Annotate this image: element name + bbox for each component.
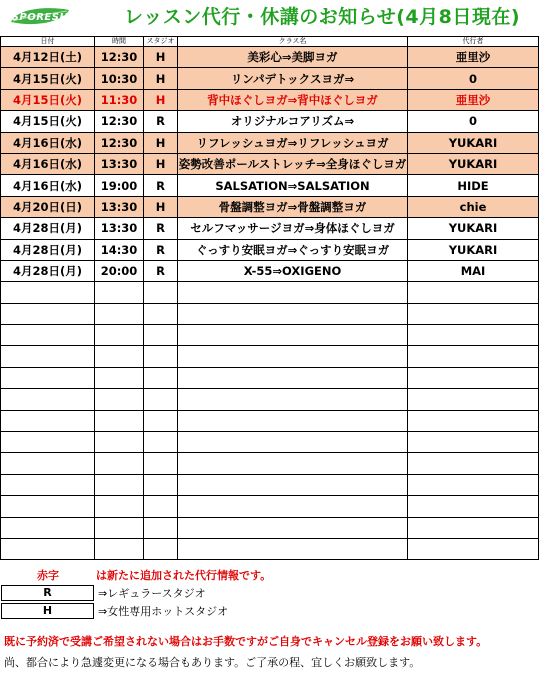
empty-cell — [144, 517, 178, 538]
empty-cell — [178, 432, 408, 453]
cell-class: リンパデトックスヨガ⇒ — [178, 68, 408, 89]
column-header-time: 時間 — [95, 37, 144, 47]
page-header — [0, 0, 539, 36]
cell-studio: H — [144, 47, 178, 68]
cell-class: SALSATION⇒SALSATION — [178, 175, 408, 196]
empty-cell — [178, 389, 408, 410]
notice-change: 尚、都合により急遽変更になる場合もあります。ご了承の程、宜しくお願致します。 — [4, 656, 421, 669]
cell-time: 12:30 — [95, 47, 144, 68]
empty-cell — [144, 346, 178, 367]
table-row — [1, 153, 539, 174]
lesson-table — [0, 36, 539, 560]
empty-cell — [1, 389, 95, 410]
cell-studio: H — [144, 196, 178, 217]
cell-studio: R — [144, 218, 178, 239]
cell-time: 10:30 — [95, 68, 144, 89]
cell-date: 4月12日(土) — [1, 47, 95, 68]
empty-table-row — [1, 303, 539, 324]
empty-cell — [144, 389, 178, 410]
cell-time: 13:30 — [95, 153, 144, 174]
cell-time: 20:00 — [95, 260, 144, 281]
cell-time: 19:00 — [95, 175, 144, 196]
cell-class: セルフマッサージヨガ⇒身体ほぐしヨガ — [178, 218, 408, 239]
empty-cell — [178, 325, 408, 346]
cell-instructor: chie — [408, 196, 539, 217]
empty-cell — [1, 496, 95, 517]
empty-table-row — [1, 367, 539, 388]
empty-cell — [408, 325, 539, 346]
legend-r-text: ⇒レギュラースタジオ — [98, 587, 206, 600]
cell-studio: R — [144, 111, 178, 132]
cell-date: 4月28日(月) — [1, 260, 95, 281]
empty-cell — [95, 346, 144, 367]
cell-instructor: MAI — [408, 260, 539, 281]
column-header-studio: スタジオ — [144, 37, 178, 47]
table-row — [1, 218, 539, 239]
cell-instructor: YUKARI — [408, 239, 539, 260]
cell-date: 4月28日(月) — [1, 239, 95, 260]
table-row — [1, 47, 539, 68]
empty-cell — [144, 303, 178, 324]
empty-cell — [408, 282, 539, 303]
empty-cell — [95, 496, 144, 517]
empty-cell — [178, 410, 408, 431]
logo-text: SPORESH — [11, 11, 69, 23]
empty-cell — [178, 282, 408, 303]
table-row — [1, 111, 539, 132]
empty-cell — [1, 367, 95, 388]
empty-cell — [178, 496, 408, 517]
empty-cell — [408, 517, 539, 538]
legend-red-key: 赤字 — [37, 569, 59, 582]
cell-instructor: HIDE — [408, 175, 539, 196]
empty-cell — [178, 367, 408, 388]
cell-instructor: 亜里沙 — [408, 89, 539, 110]
empty-table-row — [1, 282, 539, 303]
table-row — [1, 260, 539, 281]
empty-cell — [144, 410, 178, 431]
empty-cell — [408, 389, 539, 410]
cell-time: 14:30 — [95, 239, 144, 260]
empty-cell — [95, 453, 144, 474]
empty-cell — [408, 453, 539, 474]
empty-table-row — [1, 496, 539, 517]
cell-studio: H — [144, 89, 178, 110]
table-row — [1, 89, 539, 110]
cell-class: オリジナルコアリズム⇒ — [178, 111, 408, 132]
empty-cell — [1, 346, 95, 367]
empty-table-row — [1, 346, 539, 367]
cell-date: 4月20日(日) — [1, 196, 95, 217]
cell-class: 背中ほぐしヨガ⇒背中ほぐしヨガ — [178, 89, 408, 110]
empty-cell — [144, 538, 178, 559]
empty-cell — [144, 367, 178, 388]
legend-red-text: は新たに追加された代行情報です。 — [96, 569, 272, 582]
empty-cell — [178, 303, 408, 324]
empty-cell — [178, 517, 408, 538]
empty-table-row — [1, 410, 539, 431]
cell-instructor: 0 — [408, 68, 539, 89]
cell-date: 4月15日(火) — [1, 68, 95, 89]
cell-instructor: YUKARI — [408, 153, 539, 174]
cell-class: 美彩心⇒美脚ヨガ — [178, 47, 408, 68]
column-header-date: 日付 — [1, 37, 95, 47]
empty-cell — [178, 346, 408, 367]
table-row — [1, 68, 539, 89]
cell-date: 4月16日(水) — [1, 132, 95, 153]
cell-time: 11:30 — [95, 89, 144, 110]
empty-cell — [1, 453, 95, 474]
empty-cell — [144, 325, 178, 346]
empty-table-row — [1, 517, 539, 538]
empty-cell — [1, 282, 95, 303]
empty-cell — [178, 453, 408, 474]
table-header-row — [1, 37, 539, 47]
cell-instructor: 0 — [408, 111, 539, 132]
empty-cell — [144, 496, 178, 517]
cell-date: 4月15日(火) — [1, 89, 95, 110]
empty-cell — [408, 432, 539, 453]
legend-h-key: H — [1, 603, 94, 619]
cell-studio: H — [144, 153, 178, 174]
empty-cell — [178, 538, 408, 559]
table-row — [1, 175, 539, 196]
cell-studio: R — [144, 239, 178, 260]
empty-cell — [95, 389, 144, 410]
legend-h-text: ⇒女性専用ホットスタジオ — [98, 605, 229, 618]
empty-cell — [408, 474, 539, 495]
empty-cell — [95, 410, 144, 431]
empty-cell — [144, 282, 178, 303]
empty-table-row — [1, 389, 539, 410]
empty-cell — [408, 410, 539, 431]
cell-class: X-55⇒OXIGENO — [178, 260, 408, 281]
empty-cell — [1, 474, 95, 495]
table-row — [1, 239, 539, 260]
sporesh-logo — [9, 6, 71, 28]
cell-studio: H — [144, 132, 178, 153]
cell-date: 4月16日(水) — [1, 153, 95, 174]
cell-studio: R — [144, 260, 178, 281]
empty-cell — [144, 453, 178, 474]
empty-cell — [1, 325, 95, 346]
cell-time: 13:30 — [95, 218, 144, 239]
cell-class: 姿勢改善ポールストレッチ⇒全身ほぐしヨガ — [178, 153, 408, 174]
empty-table-row — [1, 432, 539, 453]
empty-table-row — [1, 474, 539, 495]
page-title: レッスン代行・休講のお知らせ(4月8日現在) — [124, 6, 521, 28]
empty-cell — [95, 474, 144, 495]
table-row — [1, 132, 539, 153]
table-row — [1, 196, 539, 217]
empty-cell — [95, 367, 144, 388]
empty-cell — [1, 538, 95, 559]
cell-date: 4月16日(水) — [1, 175, 95, 196]
cell-instructor: YUKARI — [408, 218, 539, 239]
legend-r-key: R — [1, 585, 94, 601]
cell-date: 4月15日(火) — [1, 111, 95, 132]
empty-cell — [1, 410, 95, 431]
cell-class: ぐっすり安眠ヨガ⇒ぐっすり安眠ヨガ — [178, 239, 408, 260]
empty-table-row — [1, 453, 539, 474]
empty-cell — [95, 325, 144, 346]
empty-cell — [95, 538, 144, 559]
empty-cell — [95, 303, 144, 324]
column-header-instructor: 代行者 — [408, 37, 539, 47]
cell-studio: H — [144, 68, 178, 89]
cell-time: 12:30 — [95, 111, 144, 132]
empty-table-row — [1, 538, 539, 559]
cell-instructor: YUKARI — [408, 132, 539, 153]
empty-cell — [408, 496, 539, 517]
notice-cancel: 既に予約済で受講ご希望されない場合はお手数ですがご自身でキャンセル登録をお願い致します。 — [4, 635, 488, 648]
empty-cell — [1, 303, 95, 324]
empty-cell — [408, 367, 539, 388]
empty-cell — [95, 432, 144, 453]
empty-cell — [95, 517, 144, 538]
empty-cell — [144, 474, 178, 495]
empty-cell — [1, 517, 95, 538]
cell-time: 12:30 — [95, 132, 144, 153]
cell-date: 4月28日(月) — [1, 218, 95, 239]
empty-cell — [408, 538, 539, 559]
empty-cell — [408, 346, 539, 367]
empty-cell — [144, 432, 178, 453]
cell-time: 13:30 — [95, 196, 144, 217]
cell-class: リフレッシュヨガ⇒リフレッシュヨガ — [178, 132, 408, 153]
empty-cell — [95, 282, 144, 303]
column-header-class: クラス名 — [178, 37, 408, 47]
cell-studio: R — [144, 175, 178, 196]
empty-cell — [1, 432, 95, 453]
cell-class: 骨盤調整ヨガ⇒骨盤調整ヨガ — [178, 196, 408, 217]
cell-instructor: 亜里沙 — [408, 47, 539, 68]
empty-cell — [408, 303, 539, 324]
empty-cell — [178, 474, 408, 495]
empty-table-row — [1, 325, 539, 346]
